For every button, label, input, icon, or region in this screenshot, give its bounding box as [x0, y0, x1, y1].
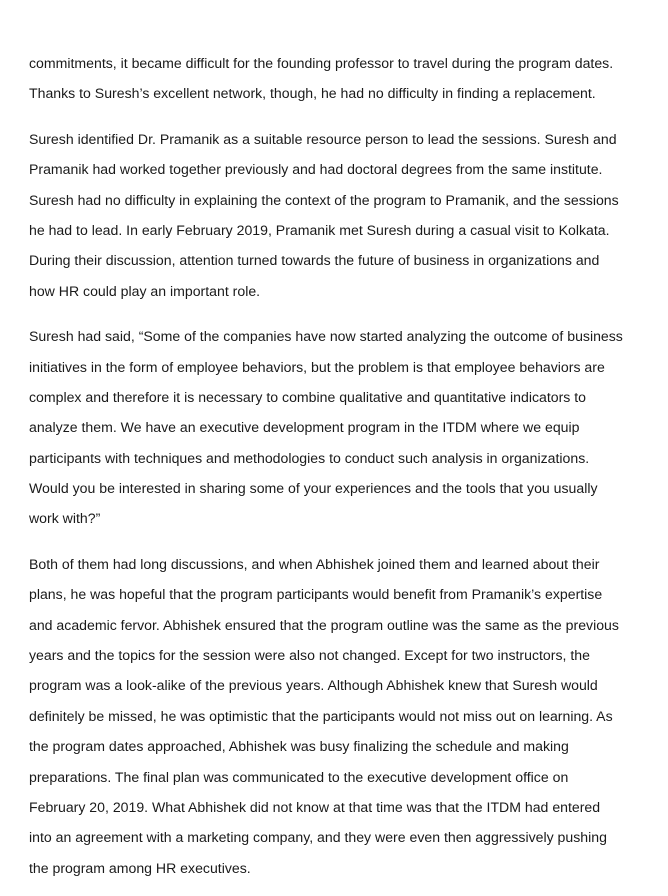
text-line: participants with techniques and methodologies to conduct such analysis in organizations.: [29, 449, 590, 466]
text-line: analyze them. We have an executive development program in the ITDM where we equip: [29, 419, 580, 436]
text-line: he had to lead. In early February 2019, Pramanik met Suresh during a casual visit to Kolkata.: [29, 221, 610, 238]
text-line: plans, he was hopeful that the program participants would benefit from Pramanik’s expertise: [29, 586, 603, 603]
text-line: the program among HR executives.: [29, 859, 251, 876]
text-line: complex and therefore it is necessary to combine qualitative and quantitative indicators to: [29, 388, 587, 405]
text-line: Suresh had said, “Some of the companies have now started analyzing the outcome of business: [29, 328, 623, 345]
text-line: Suresh had no difficulty in explaining the context of the program to Pramanik, and the sessions: [29, 191, 619, 208]
paragraph-3: [29, 321, 659, 534]
text-line: definitely be missed, he was optimistic that the participants would not miss out on learning. As: [29, 707, 613, 724]
text-line: the program dates approached, Abhishek was busy finalizing the schedule and making: [29, 738, 569, 755]
paragraph-gap: [29, 534, 659, 549]
text-line: February 20, 2019. What Abhishek did not know at that time was that the ITDM had entered: [29, 798, 601, 815]
text-line: preparations. The final plan was communicated to the executive development office on: [29, 768, 569, 785]
paragraph-2: [29, 124, 659, 306]
paragraph-1: [29, 48, 659, 109]
paragraph-gap: [29, 109, 659, 124]
text-line: Suresh identified Dr. Pramanik as a suitable resource person to lead the sessions. Suresh and: [29, 130, 617, 147]
text-line: work with?”: [29, 510, 101, 527]
text-line: program was a look-alike of the previous years. Although Abhishek knew that Suresh would: [29, 677, 598, 694]
text-line: how HR could play an important role.: [29, 282, 261, 299]
text-line: Thanks to Suresh’s excellent network, though, he had no difficulty in finding a replacement.: [29, 85, 596, 102]
text-line: years and the topics for the session were also not changed. Except for two instructors, the: [29, 647, 590, 664]
text-line: initiatives in the form of employee behaviors, but the problem is that employee behaviors are: [29, 358, 605, 375]
text-line: During their discussion, attention turned towards the future of business in organizations and: [29, 252, 600, 269]
text-line: into an agreement with a marketing company, and they were even then aggressively pushing: [29, 829, 607, 846]
text-line: Pramanik had worked together previously and had doctoral degrees from the same institute.: [29, 161, 603, 178]
text-line: and academic fervor. Abhishek ensured that the program outline was the same as the previous: [29, 616, 619, 633]
text-line: commitments, it became difficult for the founding professor to travel during the program dates.: [29, 55, 614, 71]
paragraph-4: [29, 549, 659, 883]
text-line: Both of them had long discussions, and when Abhishek joined them and learned about their: [29, 555, 600, 572]
paragraph-gap: [29, 306, 659, 321]
text-line: Would you be interested in sharing some of your experiences and the tools that you usually: [29, 480, 598, 497]
document-page: [29, 48, 659, 883]
